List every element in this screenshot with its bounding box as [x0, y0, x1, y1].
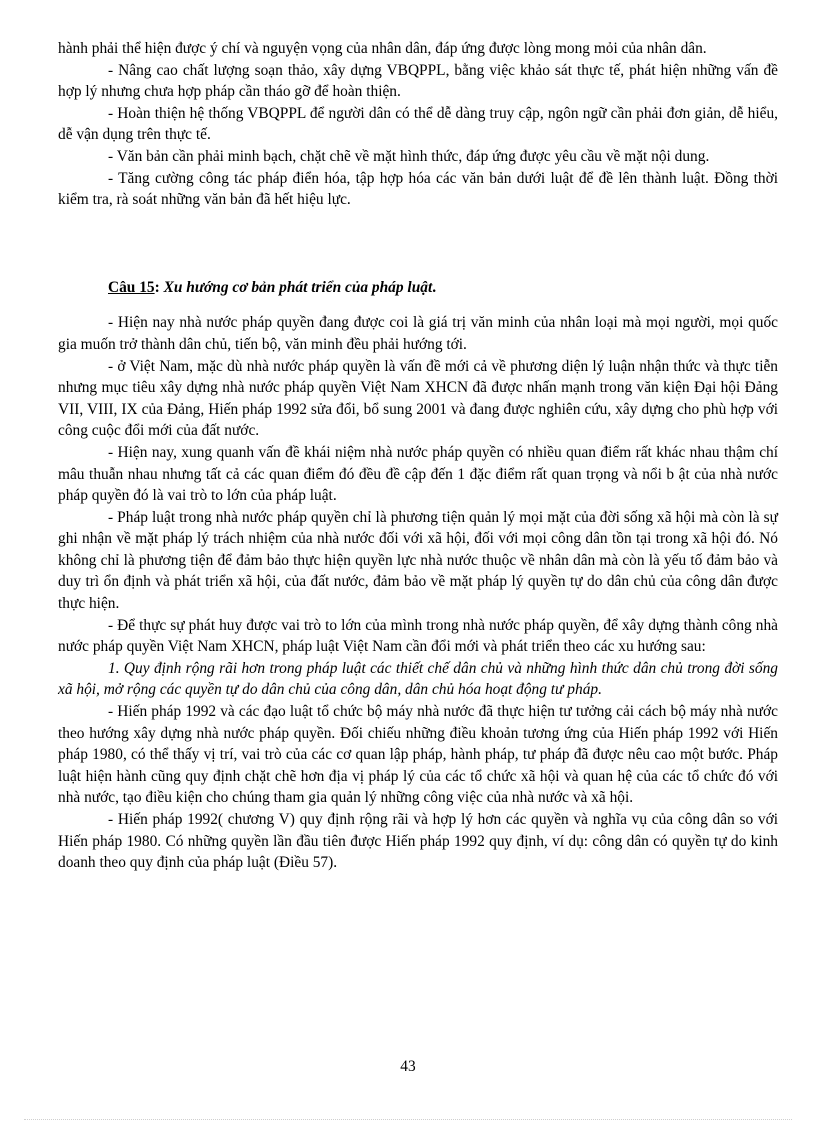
paragraph: - Hiện nay nhà nước pháp quyền đang được coi là giá trị văn minh của nhân loại mà mọi người, mọi quốc gia muốn trở thành dân chủ, tiến bộ, văn minh đều phải hướng tới.	[58, 314, 778, 353]
heading-title: Xu hướng cơ bản phát triển của pháp luật	[163, 278, 433, 296]
page-bottom-rule	[24, 1119, 792, 1120]
paragraph: - Tăng cường công tác pháp điển hóa, tập hợp hóa các văn bản dưới luật để đề lên thành luật. Đồng thời kiểm tra, rà soát những văn bản đã hết hiệu lực.	[58, 169, 778, 209]
document-page	[58, 38, 778, 874]
paragraph: - ở Việt Nam, mặc dù nhà nước pháp quyền là vấn đề mới cả về phương diện lý luận nhận thức và thực tiễn nhưng mục tiêu xây dựng nhà nước pháp quyền Việt Nam XHCN đã được nhấn mạnh trong văn kiện Đại hội Đảng VII, VIII, IX của Đảng, Hiến pháp 1992 sửa đổi, bổ sung 2001 và đang được nghiên cứu, xây dựng cho phù hợp với công cuộc đổi mới của đất nước.	[58, 357, 778, 440]
paragraph: - Hoàn thiện hệ thống VBQPPL để người dân có thể dễ dàng truy cập, ngôn ngữ cần phải đơn giản, dễ hiểu, dễ vận dụng trên thực tế.	[58, 104, 778, 144]
paragraph: - Văn bản cần phải minh bạch, chặt chẽ về mặt hình thức, đáp ứng được yêu cầu về mặt nội dung.	[108, 147, 710, 165]
paragraph: - Pháp luật trong nhà nước pháp quyền chỉ là phương tiện quản lý mọi mặt của đời sống xã hội mà còn là sự ghi nhận về mặt pháp lý trách nhiệm của nhà nước đối với xã hội, đối với mọi công dân tồn tại trong xã hội đó. Nó không chỉ là phương tiện để đảm bảo thực hiện quyền lực nhà nước thuộc về nhân dân mà còn là yếu tố đảm bảo và duy trì ổn định và phát triển xã hội, của đất nước, đảm bảo về mặt pháp lý quyền tự do dân chủ của công dân được thực hiện.	[58, 508, 778, 613]
paragraph: - Hiến pháp 1992 và các đạo luật tổ chức bộ máy nhà nước đã thực hiện tư tưởng cải cách bộ máy nhà nước theo hướng xây dựng nhà nước pháp quyền. Đối chiếu những điều khoản tương ứng của Hiến pháp 1992 với Hiến pháp 1980, có thể thấy vị trí, vai trò của các cơ quan lập pháp, hành pháp, tư pháp đã được nêu cao một bước. Pháp luật hiện hành cũng quy định chặt chẽ hơn địa vị pháp lý của các tổ chức xã hội và quan hệ của các tổ chức đó với nhà nước, tạo điều kiện cho chúng tham gia quản lý những công việc của nhà nước và xã hội.	[58, 703, 778, 807]
heading-gap	[58, 298, 778, 312]
section-heading: Câu 15: Xu hướng cơ bản phát triển của pháp luật.	[108, 278, 437, 296]
paragraph-continued: hành phải thể hiện được ý chí và nguyện vọng của nhân dân, đáp ứng được lòng mong mỏi của nhân dân.	[58, 40, 707, 57]
page-number: 43	[400, 1058, 416, 1075]
section-gap	[58, 211, 778, 277]
italic-subheading-paragraph: 1. Quy định rộng rãi hơn trong pháp luật các thiết chế dân chủ và những hình thức dân chủ trong đời sống xã hội, mở rộng các quyền tự do dân chủ của công dân, dân chủ hóa hoạt động tư pháp.	[58, 659, 778, 699]
paragraph: - Hiến pháp 1992( chương V) quy định rộng rãi và hợp lý hơn các quyền và nghĩa vụ của công dân so với Hiến pháp 1980. Có những quyền lần đầu tiên được Hiến pháp 1992 quy định, ví dụ: công dân có quyền tự do kinh doanh theo quy định của pháp luật (Điều 57).	[58, 811, 778, 872]
heading-label: Câu 15	[108, 278, 155, 296]
paragraph: - Để thực sự phát huy được vai trò to lớn của mình trong nhà nước pháp quyền, để xây dựng thành công nhà nước pháp quyền Việt Nam XHCN, pháp luật Việt Nam cần đổi mới và phát triển theo các xu hướng sau:	[58, 616, 778, 656]
paragraph: - Hiện nay, xung quanh vấn đề khái niệm nhà nước pháp quyền có nhiều quan điểm rất khác nhau thậm chí mâu thuẫn nhau nhưng tất cả các quan điểm đó đều đề cập đến 1 đặc điểm rất quan trọng và nổi b ật của nhà nước pháp quyền đó là vai trò to lớn của pháp luật.	[58, 443, 778, 505]
paragraph: - Nâng cao chất lượng soạn thảo, xây dựng VBQPPL, bằng việc khảo sát thực tế, phát hiện những vấn đề hợp lý nhưng chưa hợp pháp cần tháo gỡ để hoàn thiện.	[58, 61, 778, 101]
